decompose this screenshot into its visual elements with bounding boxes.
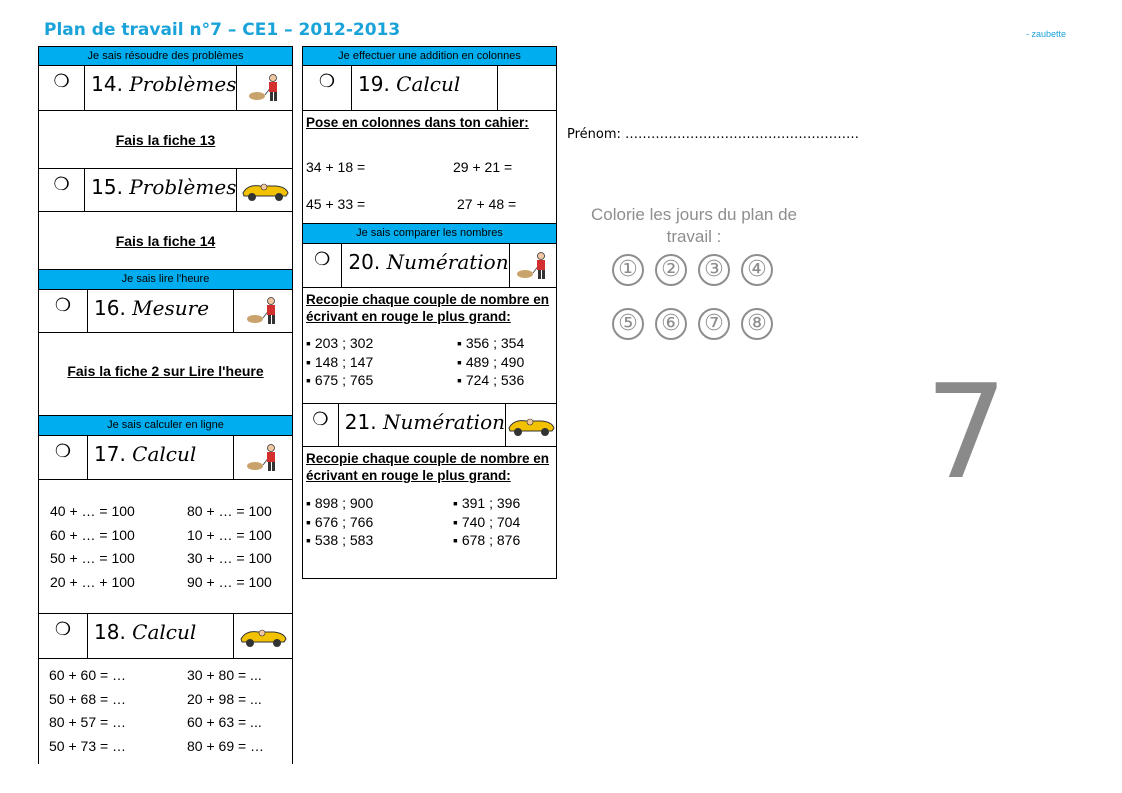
calc-line: 60 + 63 = ... — [187, 714, 262, 730]
task-18-body — [39, 659, 292, 759]
race-car-icon — [506, 404, 556, 446]
task-19 — [303, 66, 556, 111]
walker-icon — [234, 290, 292, 332]
walker-icon — [510, 244, 556, 287]
calc-17-left — [50, 500, 135, 594]
task-16 — [39, 290, 292, 333]
ops-right — [453, 149, 516, 223]
task-15 — [39, 169, 292, 212]
calc-line: 20 + 98 = ... — [187, 690, 262, 707]
prenom-field[interactable]: Prénom: ……………………………………………… — [567, 127, 860, 142]
section-header-problemes: Je sais résoudre des problèmes — [39, 46, 292, 66]
day-6-circle[interactable]: ⑥ — [655, 308, 687, 340]
task-15-title — [85, 169, 237, 211]
day-8-circle[interactable]: ⑧ — [741, 308, 773, 340]
task-20-title — [342, 244, 509, 287]
task-15-body — [39, 212, 292, 270]
calc-line: 10 + … = 100 — [187, 526, 272, 543]
task-name: Mesure — [132, 296, 210, 320]
calc-line: 30 + … = 100 — [187, 550, 272, 566]
fiche-13-link[interactable]: Fais la fiche 13 — [115, 132, 216, 148]
task-19-title — [352, 66, 498, 110]
pairs-21-right — [453, 494, 520, 550]
walker-icon — [237, 66, 292, 110]
task-num: 15. — [91, 175, 123, 199]
task-num: 21. — [344, 410, 377, 434]
recopie-instruction: Recopie chaque couple de nombre en écrivant en rouge le plus grand: — [306, 292, 550, 324]
task-14-title — [85, 66, 237, 110]
pair-line: ▪ 489 ; 490 — [457, 353, 525, 370]
calc-18-left — [49, 664, 126, 758]
op-line: 45 + 33 = — [306, 196, 366, 212]
checkbox-21[interactable]: ❍ — [303, 404, 339, 446]
day-7-circle[interactable]: ⑦ — [698, 308, 730, 340]
day-circles-row-1 — [612, 254, 832, 286]
calc-line: 80 + 69 = … — [187, 737, 265, 754]
race-car-icon — [237, 169, 292, 211]
walker-icon — [234, 436, 292, 479]
calc-line: 50 + … = 100 — [50, 550, 135, 566]
task-14 — [39, 66, 292, 111]
checkbox-18[interactable]: ❍ — [39, 614, 88, 658]
section-header-addition: Je effectuer une addition en colonnes — [303, 46, 556, 66]
pose-instruction: Pose en colonnes dans ton cahier: — [306, 115, 529, 130]
checkbox-19[interactable]: ❍ — [303, 66, 352, 110]
pair-line: ▪ 740 ; 704 — [453, 513, 521, 530]
ops-left — [306, 149, 365, 223]
task-14-body — [39, 111, 292, 169]
fiche-2-link[interactable]: Fais la fiche 2 sur Lire l'heure — [67, 363, 264, 379]
checkbox-15[interactable]: ❍ — [39, 169, 85, 211]
calc-line: 80 + … = 100 — [187, 503, 272, 519]
pair-line: ▪ 675 ; 765 — [306, 372, 374, 388]
task-16-body — [39, 333, 292, 416]
op-line: 27 + 48 = — [457, 196, 517, 212]
section-header-calcul: Je sais calculer en ligne — [39, 416, 292, 436]
task-num: 19. — [358, 72, 390, 96]
task-17-title — [88, 436, 234, 479]
recopie-instruction-21: Recopie chaque couple de nombre en écrivant en rouge le plus grand: — [306, 451, 550, 483]
task-21-title — [339, 404, 506, 446]
pair-line: ▪ 898 ; 900 — [306, 495, 374, 511]
task-num: 18. — [94, 620, 126, 644]
colorie-label: Colorie les jours du plan de travail : — [590, 205, 797, 246]
pair-line: ▪ 356 ; 354 — [457, 335, 525, 351]
task-21 — [303, 404, 556, 447]
pair-line: ▪ 678 ; 876 — [453, 532, 521, 548]
task-20-body — [303, 288, 556, 404]
task-name: Numération — [382, 410, 505, 434]
checkbox-16[interactable]: ❍ — [39, 290, 88, 332]
page-title: Plan de travail n°7 – CE1 – 2012-2013 — [44, 20, 401, 40]
task-18 — [39, 614, 292, 659]
task-num: 17. — [94, 442, 126, 466]
empty-icon-cell — [498, 66, 556, 110]
task-20 — [303, 244, 556, 288]
task-18-title — [88, 614, 234, 658]
calc-line: 50 + 68 = … — [49, 690, 127, 707]
task-17-body — [39, 480, 292, 614]
day-circles-row-2 — [612, 308, 832, 340]
day-4-circle[interactable]: ④ — [741, 254, 773, 286]
calc-line: 50 + 73 = … — [49, 737, 127, 754]
task-21-body — [303, 447, 556, 553]
calc-line: 40 + … = 100 — [50, 503, 135, 519]
checkbox-17[interactable]: ❍ — [39, 436, 88, 479]
op-line: 29 + 21 = — [453, 159, 513, 175]
credit: - zaubette — [1026, 29, 1067, 39]
calc-line: 60 + … = 100 — [50, 526, 135, 543]
calc-line: 30 + 80 = ... — [187, 667, 262, 683]
task-19-body — [303, 111, 556, 224]
day-3-circle[interactable]: ③ — [698, 254, 730, 286]
calc-line: 20 + … + 100 — [50, 573, 135, 590]
plan-number: 7 — [925, 356, 1008, 508]
task-name: Problèmes — [129, 72, 237, 96]
task-name: Calcul — [132, 442, 197, 466]
task-name: Calcul — [396, 72, 461, 96]
task-name: Problèmes — [129, 175, 237, 199]
pairs-21-left — [306, 494, 373, 550]
calc-18-right — [187, 664, 264, 758]
left-column — [38, 46, 293, 764]
day-5-circle[interactable]: ⑤ — [612, 308, 644, 340]
day-1-circle[interactable]: ① — [612, 254, 644, 286]
calc-line: 90 + … = 100 — [187, 573, 272, 590]
pair-line: ▪ 148 ; 147 — [306, 353, 374, 370]
op-line: 34 + 18 = — [306, 159, 366, 175]
task-name: Numération — [386, 250, 509, 274]
calc-line: 80 + 57 = … — [49, 714, 127, 730]
calc-line: 60 + 60 = … — [49, 667, 127, 683]
task-num: 16. — [94, 296, 126, 320]
race-car-icon — [234, 614, 292, 658]
task-16-title — [88, 290, 234, 332]
pairs-20-right — [457, 334, 524, 390]
checkbox-14[interactable]: ❍ — [39, 66, 85, 110]
pair-line: ▪ 203 ; 302 — [306, 335, 374, 351]
task-name: Calcul — [132, 620, 197, 644]
task-num: 14. — [91, 72, 123, 96]
middle-column — [302, 46, 557, 579]
calc-17-right — [187, 500, 272, 594]
fiche-14-link[interactable]: Fais la fiche 14 — [115, 233, 216, 249]
section-header-comparer: Je sais comparer les nombres — [303, 224, 556, 244]
task-num: 20. — [348, 250, 381, 274]
pair-line: ▪ 391 ; 396 — [453, 495, 521, 511]
checkbox-20[interactable]: ❍ — [303, 244, 342, 287]
pair-line: ▪ 676 ; 766 — [306, 513, 374, 530]
pairs-20-left — [306, 334, 373, 390]
day-2-circle[interactable]: ② — [655, 254, 687, 286]
pair-line: ▪ 724 ; 536 — [457, 372, 525, 388]
section-header-heure: Je sais lire l'heure — [39, 270, 292, 290]
pair-line: ▪ 538 ; 583 — [306, 532, 374, 548]
task-17 — [39, 436, 292, 480]
